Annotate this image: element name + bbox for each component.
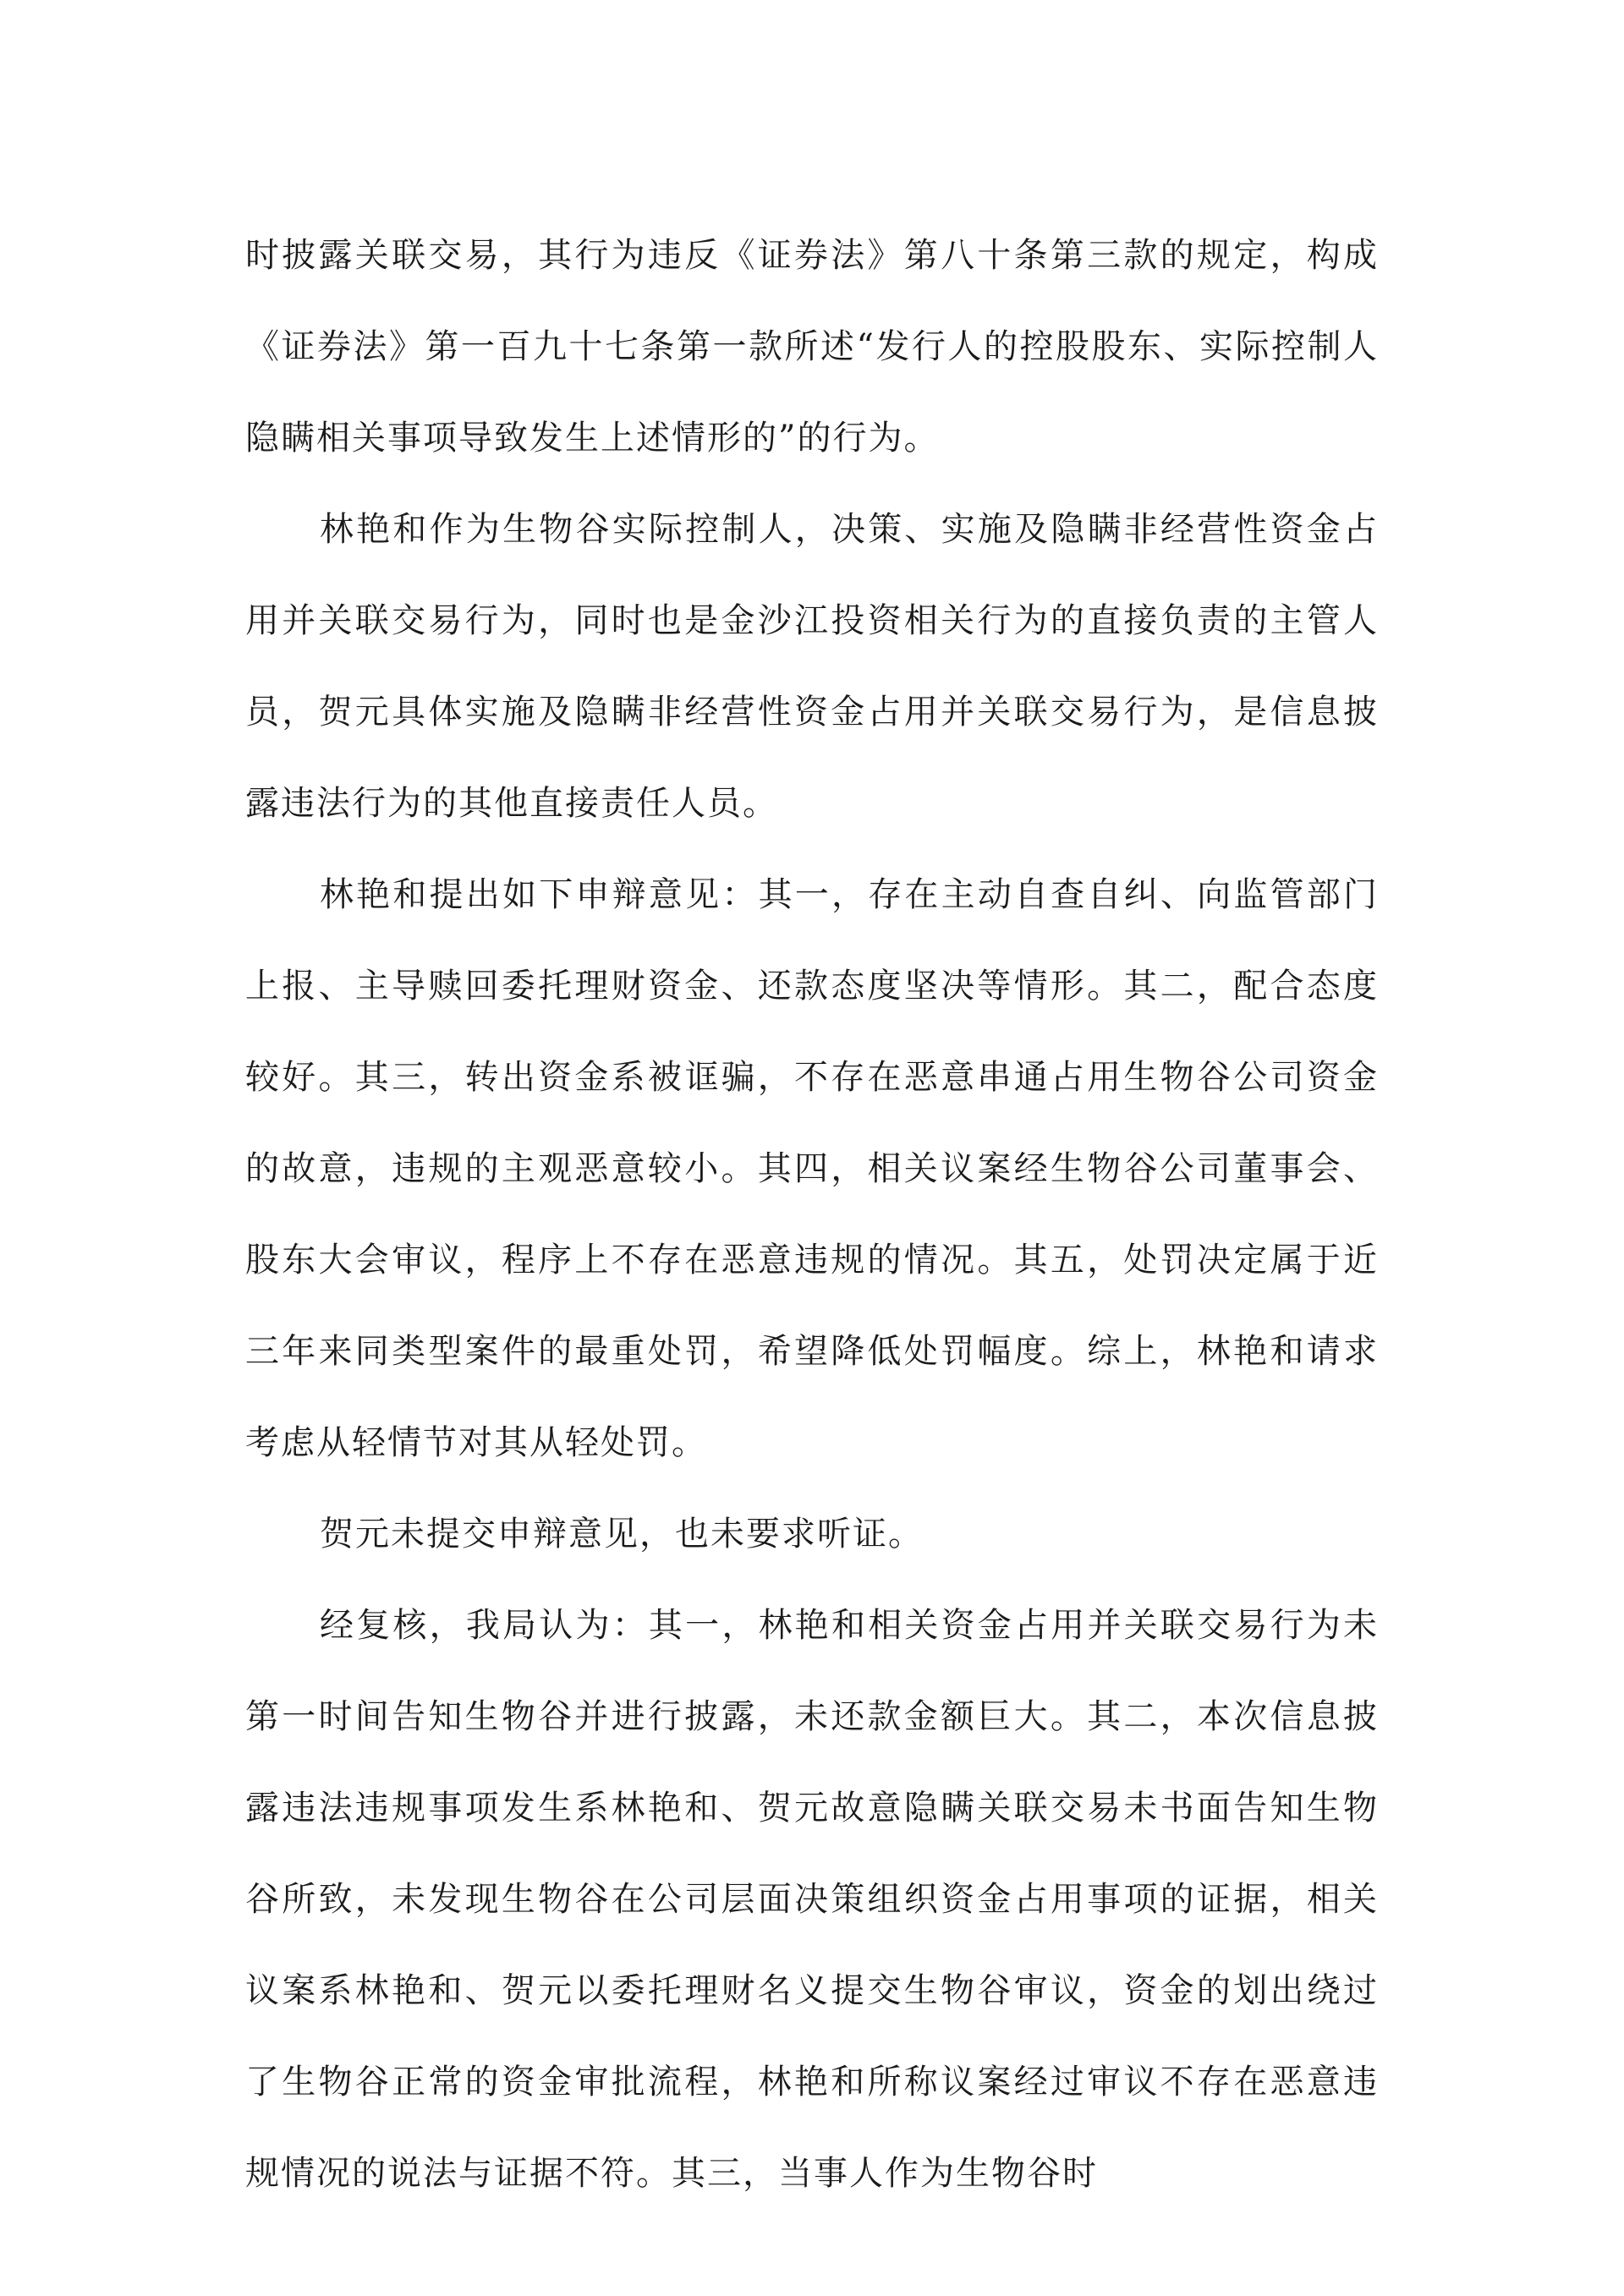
- paragraph-violation-conclusion: 时披露关联交易，其行为违反《证券法》第八十条第三款的规定，构成《证券法》第一百九十七条第一款所述“发行人的控股股东、实际控制人隐瞒相关事项导致发生上述情形的”的行为。: [245, 236, 1379, 458]
- paragraph-responsible-persons: 林艳和作为生物谷实际控制人，决策、实施及隐瞒非经营性资金占用并关联交易行为，同时也是金沙江投资相关行为的直接负责的主管人员，贺元具体实施及隐瞒非经营性资金占用并关联交易行为，是信息披露违法行为的其他直接责任人员。: [245, 510, 1379, 823]
- document-page: [245, 210, 1379, 2219]
- paragraph-review-findings: 经复核，我局认为：其一，林艳和相关资金占用并关联交易行为未第一时间告知生物谷并进行披露，未还款金额巨大。其二，本次信息披露违法违规事项发生系林艳和、贺元故意隐瞒关联交易未书面告知生物谷所致，未发现生物谷在公司层面决策组织资金占用事项的证据，相关议案系林艳和、贺元以委托理财名义提交生物谷审议，资金的划出绕过了生物谷正常的资金审批流程，林艳和所称议案经过审议不存在恶意违规情况的说法与证据不符。其三，当事人作为生物谷时: [245, 1606, 1379, 2193]
- paragraph-no-defense: 贺元未提交申辩意见，也未要求听证。: [320, 1515, 924, 1553]
- paragraph-defense-opinions: 林艳和提出如下申辩意见：其一，存在主动自查自纠、向监管部门上报、主导赎回委托理财资金、还款态度坚决等情形。其二，配合态度较好。其三，转出资金系被诓骗，不存在恶意串通占用生物谷公司资金的故意，违规的主观恶意较小。其四，相关议案经生物谷公司董事会、股东大会审议，程序上不存在恶意违规的情况。其五，处罚决定属于近三年来同类型案件的最重处罚，希望降低处罚幅度。综上，林艳和请求考虑从轻情节对其从轻处罚。: [245, 875, 1379, 1462]
